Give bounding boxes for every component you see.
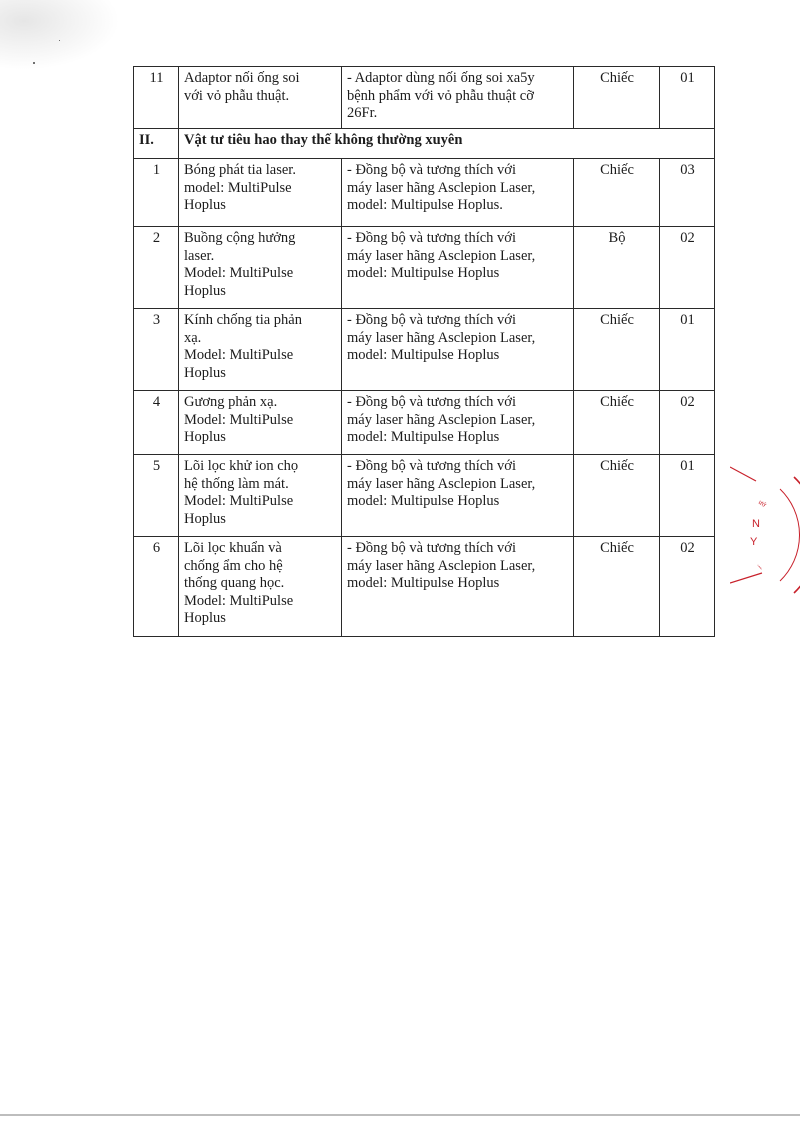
item-spec-line: - Đồng bộ và tương thích với bbox=[347, 458, 516, 474]
red-seal-icon bbox=[730, 465, 800, 605]
item-quantity: 01 bbox=[660, 455, 715, 537]
item-unit: Chiếc bbox=[574, 391, 660, 455]
item-name-line: Adaptor nối ống soi bbox=[184, 70, 300, 86]
item-name-line: Buồng cộng hưởng bbox=[184, 230, 296, 246]
table-row bbox=[134, 67, 715, 129]
item-spec-line: - Đồng bộ và tương thích với bbox=[347, 162, 516, 178]
equipment-table bbox=[133, 66, 715, 637]
item-unit: Chiếc bbox=[574, 455, 660, 537]
row-number: 2 bbox=[134, 227, 179, 309]
item-quantity: 01 bbox=[660, 309, 715, 391]
item-spec-line: model: Multipulse Hoplus bbox=[347, 265, 500, 281]
item-spec-line: máy laser hãng Asclepion Laser, bbox=[347, 557, 536, 574]
item-name-line: Hoplus bbox=[184, 429, 226, 445]
item-name-line: Bóng phát tia laser. bbox=[184, 162, 296, 178]
item-name-line: laser. bbox=[184, 247, 215, 264]
item-spec-line: model: Multipulse Hoplus. bbox=[347, 197, 503, 213]
item-name bbox=[179, 455, 342, 537]
item-name-line: xạ. bbox=[184, 329, 202, 346]
item-quantity: 02 bbox=[660, 537, 715, 637]
item-name-line: Model: MultiPulse bbox=[184, 493, 294, 509]
item-spec bbox=[342, 227, 574, 309]
item-spec bbox=[342, 309, 574, 391]
stamp-letter: N bbox=[752, 518, 760, 530]
item-unit: Bộ bbox=[574, 227, 660, 309]
item-name-line: với vỏ phẫu thuật. bbox=[184, 87, 290, 104]
svg-text:ị: ị bbox=[756, 563, 763, 571]
item-name bbox=[179, 391, 342, 455]
page-edge bbox=[0, 1114, 800, 1116]
row-number: 1 bbox=[134, 159, 179, 227]
item-name bbox=[179, 309, 342, 391]
item-name-line: Model: MultiPulse bbox=[184, 411, 294, 428]
item-name-line: Hoplus bbox=[184, 610, 226, 626]
table-row bbox=[134, 455, 715, 537]
item-name-line: Model: MultiPulse bbox=[184, 347, 294, 363]
item-name-line: Hoplus bbox=[184, 364, 226, 381]
table-row bbox=[134, 159, 715, 227]
table-row bbox=[134, 227, 715, 309]
item-name-line: Hoplus bbox=[184, 282, 226, 299]
svg-text:ướ: ướ bbox=[756, 498, 768, 509]
item-name-line: Model: MultiPulse bbox=[184, 265, 294, 281]
row-number: 11 bbox=[134, 67, 179, 129]
item-unit: Chiếc bbox=[574, 159, 660, 227]
item-name-line: hệ thống làm mát. bbox=[184, 475, 289, 492]
item-spec-line: máy laser hãng Asclepion Laser, bbox=[347, 475, 536, 492]
item-name-line: Hoplus bbox=[184, 510, 226, 527]
item-name-line: thống quang học. bbox=[184, 575, 285, 591]
item-spec-line: model: Multipulse Hoplus bbox=[347, 493, 500, 509]
item-unit: Chiếc bbox=[574, 309, 660, 391]
item-spec-line: model: Multipulse Hoplus bbox=[347, 429, 500, 445]
item-quantity: 02 bbox=[660, 227, 715, 309]
stamp-fragment bbox=[730, 465, 800, 610]
item-spec-line: máy laser hãng Asclepion Laser, bbox=[347, 329, 536, 346]
row-number: 4 bbox=[134, 391, 179, 455]
item-spec-line: - Đồng bộ và tương thích với bbox=[347, 394, 516, 410]
table-row bbox=[134, 391, 715, 455]
item-name bbox=[179, 227, 342, 309]
item-spec-line: máy laser hãng Asclepion Laser, bbox=[347, 179, 536, 196]
item-name bbox=[179, 537, 342, 637]
row-number: 3 bbox=[134, 309, 179, 391]
scan-speck bbox=[59, 40, 60, 41]
item-name bbox=[179, 159, 342, 227]
item-spec-line: 26Fr. bbox=[347, 105, 378, 121]
item-name bbox=[179, 67, 342, 129]
item-spec-line: - Đồng bộ và tương thích với bbox=[347, 230, 516, 246]
item-spec bbox=[342, 159, 574, 227]
row-number: 6 bbox=[134, 537, 179, 637]
item-spec-line: - Adaptor dùng nối ống soi xa5y bbox=[347, 70, 535, 86]
item-spec-line: model: Multipulse Hoplus bbox=[347, 347, 500, 363]
item-name-line: Lõi lọc khuẩn và bbox=[184, 540, 282, 556]
item-name-line: Kính chống tia phản bbox=[184, 312, 302, 328]
item-spec bbox=[342, 67, 574, 129]
item-spec bbox=[342, 391, 574, 455]
item-name-line: model: MultiPulse bbox=[184, 179, 292, 196]
item-spec-line: model: Multipulse Hoplus bbox=[347, 575, 500, 591]
item-spec bbox=[342, 537, 574, 637]
item-name-line: Gương phản xạ. bbox=[184, 394, 278, 410]
section-number: II. bbox=[134, 129, 179, 159]
item-unit: Chiếc bbox=[574, 537, 660, 637]
item-unit: Chiếc bbox=[574, 67, 660, 129]
item-quantity: 02 bbox=[660, 391, 715, 455]
item-spec-line: máy laser hãng Asclepion Laser, bbox=[347, 411, 536, 428]
item-quantity: 03 bbox=[660, 159, 715, 227]
section-header-row bbox=[134, 129, 715, 159]
item-spec-line: - Đồng bộ và tương thích với bbox=[347, 312, 516, 328]
item-spec bbox=[342, 455, 574, 537]
table-row bbox=[134, 309, 715, 391]
stamp-letter: Y bbox=[750, 536, 758, 548]
item-spec-line: - Đồng bộ và tương thích với bbox=[347, 540, 516, 556]
item-name-line: Lõi lọc khử ion chọ bbox=[184, 458, 299, 474]
item-name-line: Hoplus bbox=[184, 197, 226, 213]
item-spec-line: máy laser hãng Asclepion Laser, bbox=[347, 247, 536, 264]
item-name-line: Model: MultiPulse bbox=[184, 592, 294, 609]
scan-speck bbox=[33, 62, 35, 64]
item-quantity: 01 bbox=[660, 67, 715, 129]
item-spec-line: bệnh phẩm với vỏ phẫu thuật cỡ bbox=[347, 87, 534, 104]
item-name-line: chống ẩm cho hệ bbox=[184, 557, 283, 574]
scan-shadow bbox=[0, 0, 120, 70]
row-number: 5 bbox=[134, 455, 179, 537]
section-title: Vật tư tiêu hao thay thế không thường xuyên bbox=[179, 129, 715, 159]
table-row bbox=[134, 537, 715, 637]
